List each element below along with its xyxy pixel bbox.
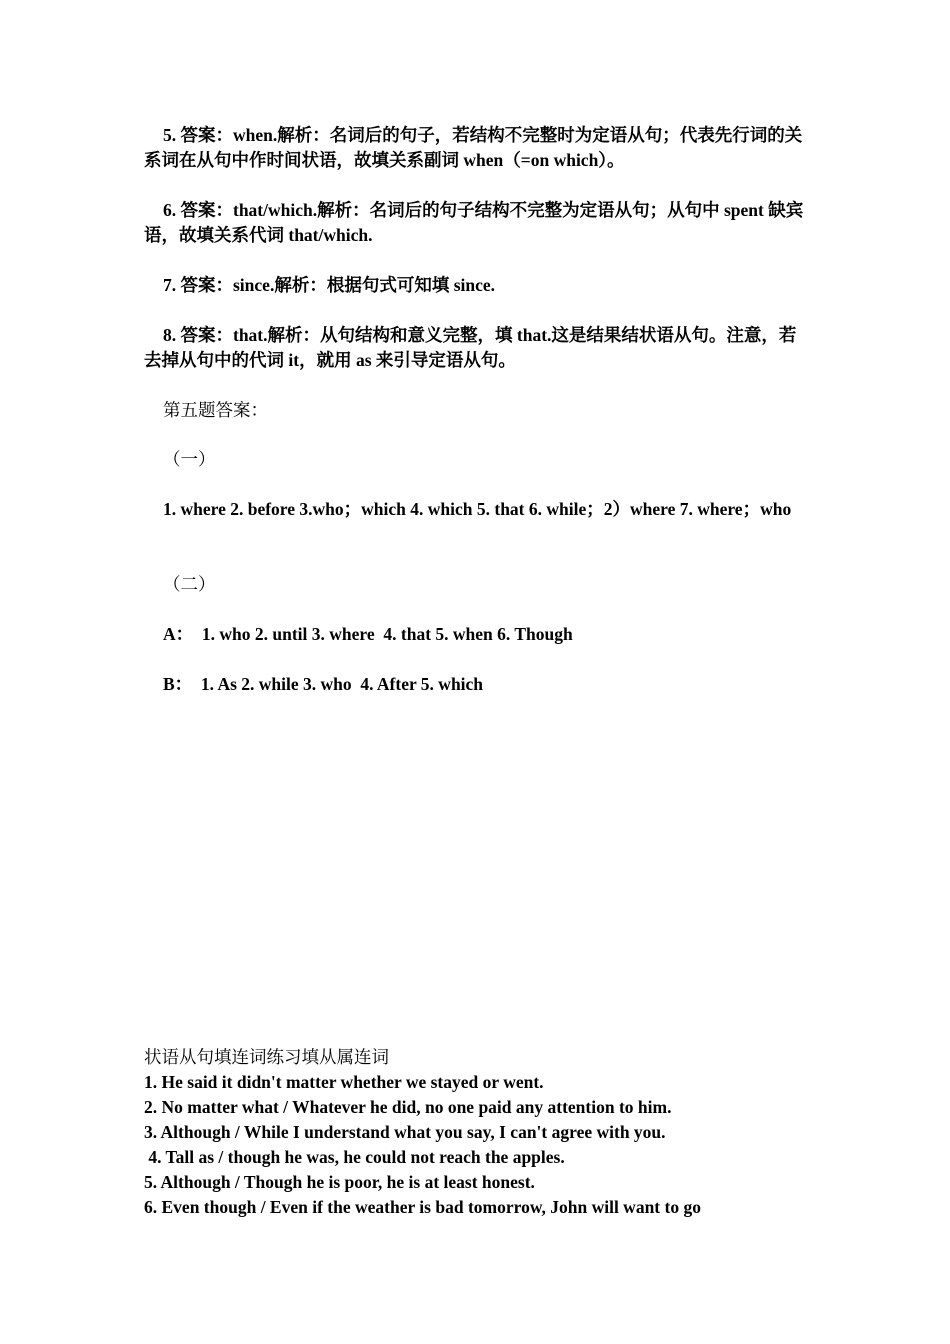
part1-answers: 1. where 2. before 3.who；which 4. which 5. that 6. while；2）where 7. where；who <box>163 499 792 519</box>
part1-label: （一） <box>163 449 216 469</box>
answer-5: 5. 答案：when.解析：名词后的句子，若结构不完整时为定语从句；代表先行词的关系词在从句中作时间状语，故填关系副词 when（=on which）。 <box>144 125 803 170</box>
exercise-item: 3. Although / While I understand what you say, I can't agree with you. <box>144 1122 666 1142</box>
exercise-item: 2. No matter what / Whatever he did, no one paid any attention to him. <box>144 1097 672 1117</box>
answer-6: 6. 答案：that/which.解析：名词后的句子结构不完整为定语从句；从句中 spent 缺宾语，故填关系代词 that/which. <box>144 200 804 245</box>
exercise-item: 6. Even though / Even if the weather is bad tomorrow, John will want to go <box>144 1197 701 1217</box>
part2-answers-a: A： 1. who 2. until 3. where 4. that 5. when 6. Though <box>163 624 573 644</box>
exercise-item: 5. Although / Though he is poor, he is at least honest. <box>144 1172 535 1192</box>
part2-answers-b: B： 1. As 2. while 3. who 4. After 5. which <box>163 674 484 694</box>
section5-title: 第五题答案： <box>163 400 268 420</box>
part2-label: （二） <box>163 574 216 594</box>
exercise-item: 4. Tall as / though he was, he could not reach the apples. <box>144 1147 565 1167</box>
exercise-item: 1. He said it didn't matter whether we stayed or went. <box>144 1072 544 1092</box>
exercise-title: 状语从句填连词练习填从属连词 <box>144 1047 389 1067</box>
answer-8: 8. 答案：that.解析：从句结构和意义完整，填 that.这是结果结状语从句。注意，若去掉从句中的代词 it，就用 as 来引导定语从句。 <box>144 325 797 370</box>
answer-7: 7. 答案：since.解析：根据句式可知填 since. <box>163 275 496 295</box>
